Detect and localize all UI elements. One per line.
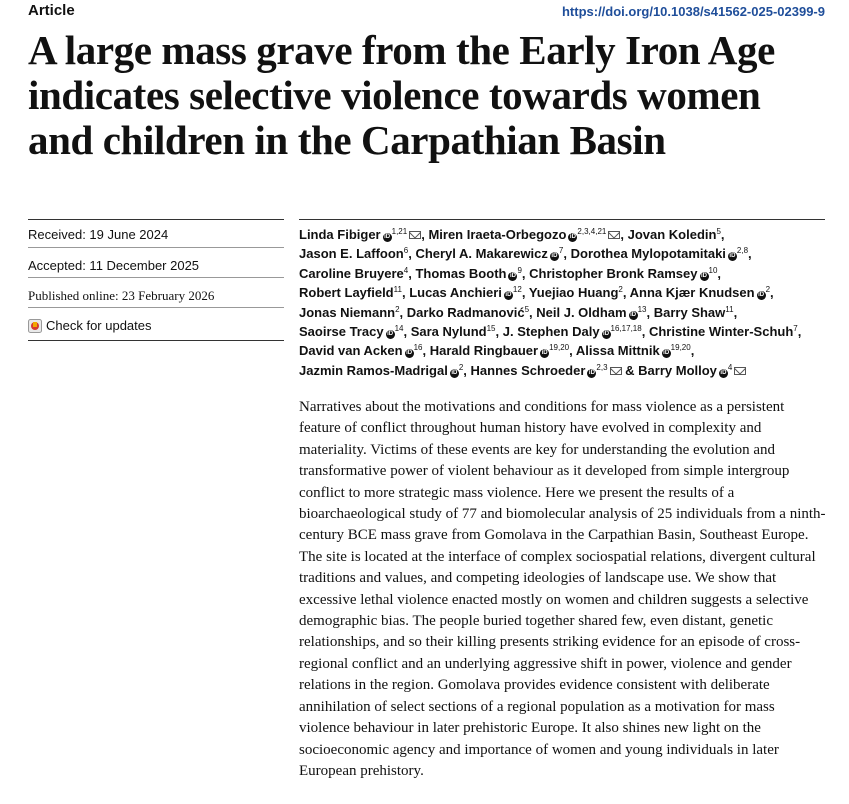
email-icon[interactable]: [409, 231, 421, 239]
orcid-icon[interactable]: iD: [384, 234, 391, 240]
orcid-icon[interactable]: iD: [551, 253, 558, 260]
affiliation-number: 4: [403, 265, 409, 275]
author[interactable]: [628, 227, 725, 242]
meta-divider: [28, 340, 284, 341]
author-name: Barry Shaw: [653, 304, 726, 320]
affiliation-number: 7: [793, 324, 798, 334]
orcid-icon[interactable]: iD: [663, 350, 670, 357]
author[interactable]: [471, 363, 635, 378]
check-for-updates-label: Check for updates: [46, 318, 152, 333]
author[interactable]: [503, 324, 646, 339]
affiliation-number: 7: [558, 246, 564, 256]
affiliation-number: 5: [716, 227, 721, 236]
author-name: Jonas Niemann: [299, 304, 396, 320]
author-name: Darko Radmanović: [406, 304, 525, 320]
author-name: Dorothea Mylopotamitaki: [570, 246, 726, 262]
author-separator: ,: [622, 285, 627, 301]
affiliation-number: 10: [708, 265, 718, 275]
author-separator: ,: [563, 246, 567, 262]
author[interactable]: [415, 246, 567, 261]
author[interactable]: [415, 266, 525, 281]
orcid-icon[interactable]: iD: [387, 331, 394, 338]
author-name: Lucas Anchieri: [409, 285, 502, 301]
author[interactable]: [299, 285, 406, 300]
author[interactable]: [409, 285, 525, 300]
received-date: Received: 19 June 2024: [28, 227, 169, 242]
affiliation-number: 2,3,4,21: [577, 227, 607, 236]
author-separator: ,: [495, 324, 500, 340]
affiliation-number: 2,3: [596, 362, 608, 372]
author-name: Jovan Koledin: [627, 227, 717, 242]
affiliation-number: 2: [458, 362, 464, 372]
author-name: Harald Ringbauer: [429, 343, 539, 359]
author-separator: ,: [748, 246, 752, 262]
check-for-updates-icon: [28, 319, 42, 333]
author-separator: ,: [521, 265, 526, 281]
affiliation-number: 2: [765, 285, 771, 295]
author[interactable]: [299, 324, 407, 339]
meta-divider: [28, 247, 284, 248]
author-name: Christine Winter-Schuh: [648, 324, 794, 340]
meta-divider: [28, 307, 284, 308]
author[interactable]: [638, 363, 746, 378]
author-name: Alissa Mittnik: [575, 343, 660, 359]
author[interactable]: [299, 227, 425, 242]
author-name: Saoirse Tracy: [299, 324, 384, 340]
orcid-icon[interactable]: iD: [630, 311, 637, 318]
article-type-label: Article: [28, 2, 75, 19]
author[interactable]: [529, 266, 721, 281]
author-name: Cheryl A. Makarewicz: [415, 246, 548, 262]
author-name: Linda Fibiger: [299, 227, 381, 242]
author-separator: ,: [770, 285, 774, 301]
author-name: Jazmin Ramos-Madrigal: [299, 362, 448, 378]
orcid-icon[interactable]: iD: [541, 350, 548, 357]
affiliation-number: 16,17,18: [610, 324, 642, 334]
author-list: [299, 225, 824, 380]
author-name: Anna Kjær Knudsen: [629, 285, 755, 301]
author-name: Jason E. Laffoon: [299, 246, 404, 262]
affiliation-number: 11: [725, 304, 734, 314]
author[interactable]: [299, 246, 412, 261]
author-separator: ,: [641, 324, 646, 340]
header-rule-right: [299, 219, 825, 220]
author-name: Sara Nylund: [410, 324, 487, 340]
author-separator: &: [621, 362, 635, 378]
author-separator: ,: [797, 324, 802, 340]
author-name: David van Acken: [299, 343, 403, 359]
orcid-icon[interactable]: iD: [505, 292, 512, 299]
author[interactable]: [649, 324, 801, 339]
author-separator: ,: [733, 304, 738, 320]
author-name: Miren Iraeta-Orbegozo: [428, 227, 567, 242]
author-separator: ,: [720, 227, 725, 242]
affiliation-number: 13: [637, 304, 647, 314]
author-separator: ,: [463, 362, 467, 378]
author-name: Thomas Booth: [415, 265, 507, 281]
author-separator: ,: [399, 304, 404, 320]
author-name: Neil J. Oldham: [536, 304, 627, 320]
affiliation-number: 12: [512, 285, 522, 295]
author-separator: ,: [717, 265, 722, 281]
orcid-icon[interactable]: iD: [451, 369, 458, 376]
affiliation-number: 19,20: [670, 343, 691, 353]
author-separator: ,: [690, 343, 695, 359]
author[interactable]: [630, 285, 774, 300]
author[interactable]: [299, 363, 467, 378]
author-name: J. Stephen Daly: [502, 324, 600, 340]
affiliation-number: 9: [517, 265, 522, 275]
affiliation-number: 4: [727, 362, 733, 372]
author-separator: ,: [529, 304, 533, 320]
author-separator: ,: [401, 285, 406, 301]
author-name: Barry Molloy: [638, 362, 717, 378]
author[interactable]: [430, 343, 573, 358]
affiliation-number: 1,21: [391, 227, 408, 236]
article-title: A large mass grave from the Early Iron Age indicates selective violence towards women and children in the Carpathian Basin: [28, 27, 775, 163]
author-separator: ,: [408, 265, 412, 281]
affiliation-number: 2: [395, 304, 400, 314]
author-separator: ,: [569, 343, 573, 359]
orcid-icon[interactable]: iD: [588, 369, 595, 376]
affiliation-number: 11: [393, 285, 402, 295]
published-date: Published online: 23 February 2026: [28, 288, 215, 303]
affiliation-number: 14: [394, 324, 404, 334]
author[interactable]: [411, 324, 499, 339]
accepted-date: Accepted: 11 December 2025: [28, 258, 200, 273]
abstract-text: Narratives about the motivations and conditions for mass violence as a persistent feature of conflict throughout human history have evolved in complexity and materiality. Victims of these events are key for understanding the evolution and transformative power of violent behaviour as it developed from simple intergroup conflict to more strategic mass violence. Here we present the results of a bioarchaeological study of 77 and biomolecular analysis of 25 individuals from a ninth-century BCE mass grave from Gomolava in the Carpathian Basin, Southeast Europe. The site is located at the interface of complex sociospatial relations, divergent cultural traditions and values, and competing ideologies of landscape use. We show that excessive lethal violence enacted mostly on women and children suggests a selective demographic bias. The people buried together shared few, even distant, genetic relationships, and so their killing presents striking evidence for an episode of cross-regional conflict and an underlying aggressive shift in power, violence and gender relations in the region. Gomolava provides evidence consistent with deliberate annihilation of select sections of a regional population as a motivation for mass violence behaviour in later prehistoric Europe. It also shines new light on the socioeconomic agency and importance of women and young individuals in later European prehistory.: [299, 399, 826, 779]
author[interactable]: [576, 343, 694, 358]
email-icon[interactable]: [734, 367, 746, 375]
author-separator: ,: [646, 304, 651, 320]
author-name: Christopher Bronk Ramsey: [529, 265, 698, 281]
author-name: Robert Layfield: [299, 285, 394, 301]
article-meta: [28, 219, 284, 344]
author-separator: ,: [620, 227, 624, 242]
author[interactable]: [654, 305, 737, 320]
affiliation-number: 16: [413, 343, 423, 353]
author[interactable]: [299, 305, 403, 320]
author[interactable]: [571, 246, 752, 261]
orcid-icon[interactable]: iD: [729, 253, 736, 260]
author-separator: ,: [422, 343, 427, 359]
author-separator: ,: [421, 227, 425, 242]
author-separator: ,: [408, 246, 412, 262]
author-separator: ,: [403, 324, 408, 340]
author[interactable]: [299, 343, 426, 358]
author[interactable]: [428, 227, 624, 242]
author[interactable]: [536, 305, 650, 320]
meta-divider: [28, 277, 284, 278]
affiliation-number: 19,20: [549, 343, 570, 353]
check-for-updates-button[interactable]: [28, 318, 284, 333]
orcid-icon[interactable]: iD: [603, 331, 610, 338]
orcid-icon[interactable]: iD: [720, 369, 727, 376]
orcid-icon[interactable]: iD: [701, 272, 707, 279]
author[interactable]: [407, 305, 533, 320]
author-name: Yuejiao Huang: [528, 285, 619, 301]
affiliation-number: 6: [403, 246, 409, 256]
email-icon[interactable]: [608, 231, 620, 239]
orcid-icon[interactable]: iD: [509, 272, 516, 279]
author[interactable]: [299, 266, 412, 281]
orcid-icon[interactable]: iD: [569, 234, 576, 240]
affiliation-number: 2,8: [736, 246, 749, 256]
author-name: Caroline Bruyere: [299, 265, 404, 281]
orcid-icon[interactable]: iD: [758, 292, 765, 299]
orcid-icon[interactable]: iD: [406, 350, 413, 357]
email-icon[interactable]: [610, 367, 622, 375]
author-separator: ,: [521, 285, 526, 301]
author[interactable]: [529, 285, 627, 300]
affiliation-number: 15: [486, 324, 496, 334]
author-name: Hannes Schroeder: [470, 362, 586, 378]
affiliation-number: 5: [524, 304, 530, 314]
doi-link[interactable]: https://doi.org/10.1038/s41562-025-02399-9: [561, 4, 825, 19]
affiliation-number: 2: [618, 285, 623, 295]
